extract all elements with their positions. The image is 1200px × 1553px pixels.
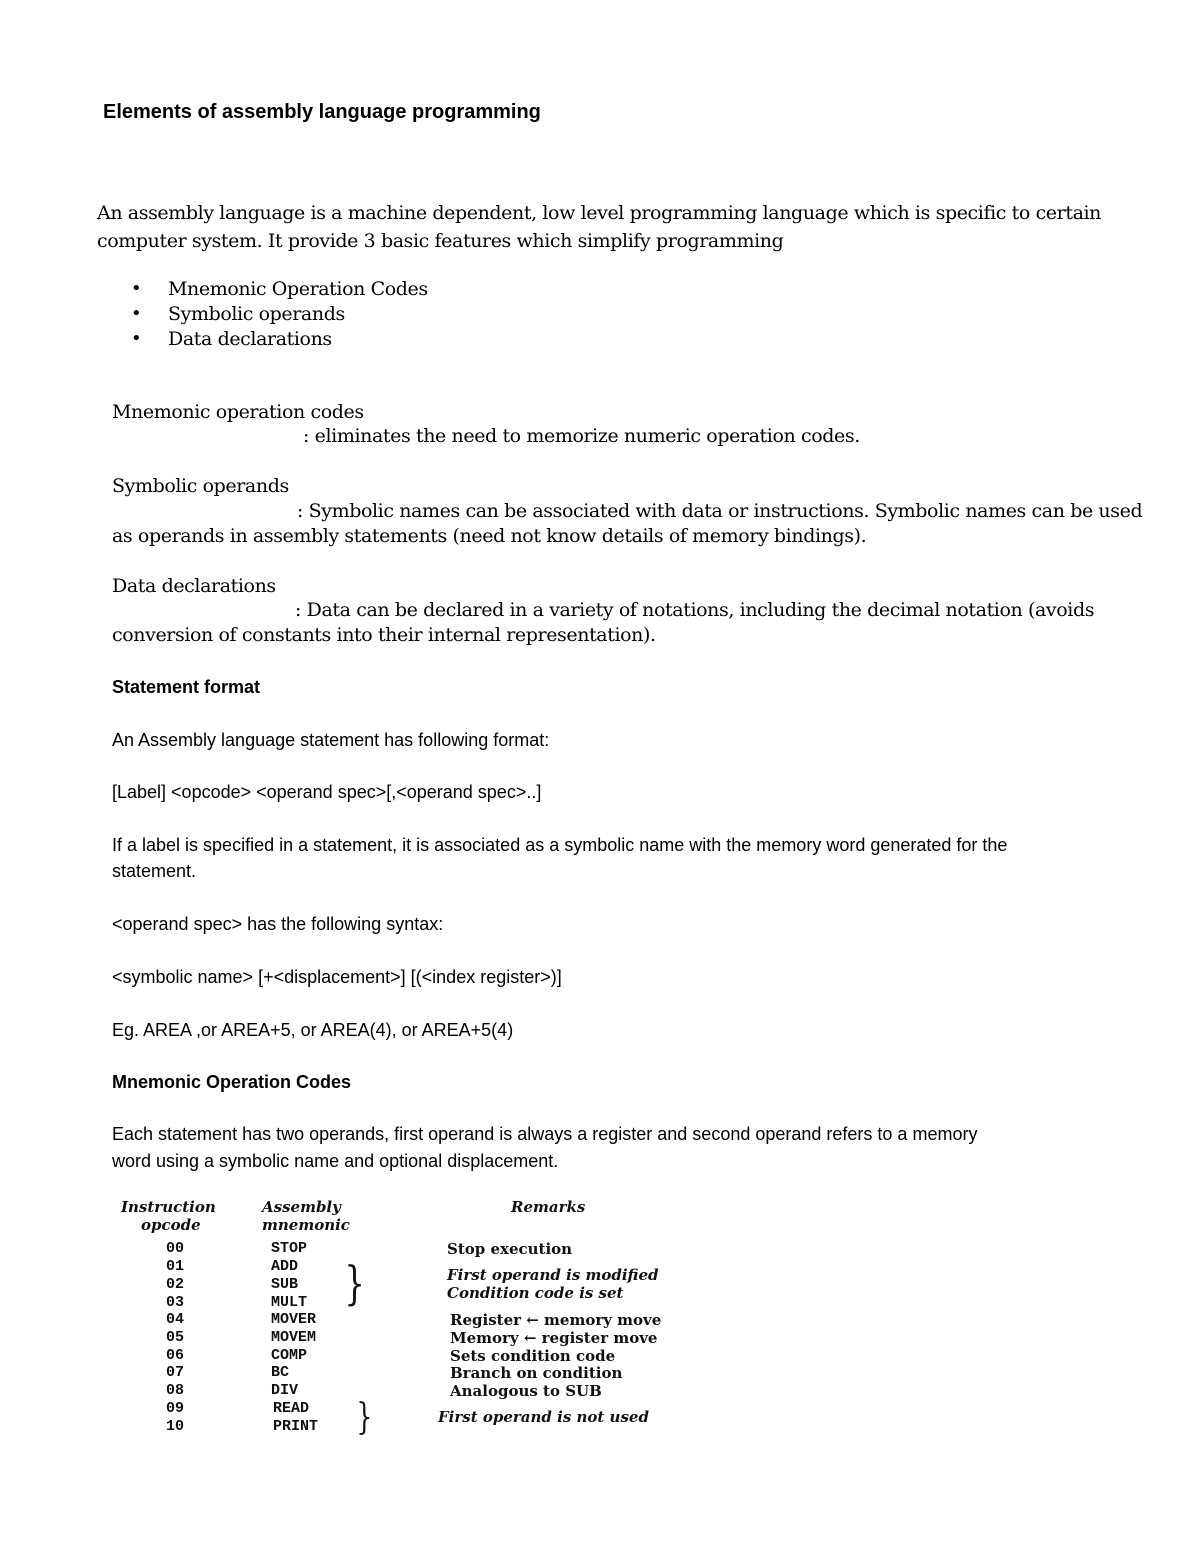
opcode-cell: 01	[166, 1258, 185, 1275]
feature-item: Data declarations	[168, 328, 332, 350]
definition-desc-data-2: conversion of constants into their internal representation).	[112, 624, 656, 646]
opcode-cell: 04	[166, 1311, 185, 1328]
header-assembly: Assembly	[262, 1198, 341, 1216]
mnemonic-cell: ADD	[271, 1258, 299, 1275]
bullet-icon: •	[131, 303, 142, 324]
mnemonics-paragraph-2: word using a symbolic name and optional displacement.	[112, 1151, 559, 1171]
mnemonics-paragraph-1: Each statement has two operands, first operand is always a register and second operand refers to a memory	[112, 1124, 978, 1144]
definition-desc-symbolic-1: : Symbolic names can be associated with data or instructions. Symbolic names can be used	[297, 500, 1143, 522]
label-description-1: If a label is specified in a statement, it is associated as a symbolic name with the memory word generated for the	[112, 835, 1008, 855]
mnemonic-cell: SUB	[271, 1276, 299, 1293]
header-mnemonic: mnemonic	[262, 1216, 350, 1234]
brace-group-1: }	[344, 1256, 365, 1310]
label-description-2: statement.	[112, 861, 197, 881]
opcode-cell: 00	[166, 1240, 185, 1257]
header-remarks: Remarks	[511, 1198, 586, 1216]
opcode-cell: 09	[166, 1400, 185, 1417]
statement-format: [Label] <opcode> <operand spec>[,<operand spec>..]	[112, 782, 542, 802]
remark-comp: Sets condition code	[450, 1347, 616, 1365]
mnemonic-cell: STOP	[271, 1240, 308, 1257]
statement-intro: An Assembly language statement has following format:	[112, 730, 550, 750]
opcode-cell: 05	[166, 1329, 185, 1346]
intro-line-1: An assembly language is a machine dependent, low level programming language which is specific to certain	[97, 202, 1102, 224]
definition-desc-data-1: : Data can be declared in a variety of notations, including the decimal notation (avoids	[295, 599, 1095, 621]
remark-mover: Register ← memory move	[450, 1311, 662, 1329]
opcode-cell: 03	[166, 1294, 185, 1311]
brace-group-2: }	[356, 1397, 373, 1438]
remark-group2: First operand is not used	[438, 1408, 649, 1426]
feature-item: Symbolic operands	[168, 303, 345, 325]
opcode-cell: 02	[166, 1276, 185, 1293]
remark-stop: Stop execution	[447, 1240, 573, 1258]
bullet-icon: •	[131, 328, 142, 349]
opcode-cell: 08	[166, 1382, 185, 1399]
opcode-cell: 10	[166, 1418, 185, 1435]
operand-spec-intro: <operand spec> has the following syntax:	[112, 914, 444, 934]
remark-group1-line1: First operand is modified	[447, 1266, 659, 1284]
definition-term-mnemonic: Mnemonic operation codes	[112, 401, 364, 423]
mnemonic-cell: COMP	[271, 1347, 308, 1364]
mnemonic-cell: MOVEM	[271, 1329, 317, 1346]
definition-term-symbolic: Symbolic operands	[112, 475, 289, 497]
mnemonic-cell: READ	[273, 1400, 310, 1417]
definition-desc-mnemonic: : eliminates the need to memorize numeric operation codes.	[303, 425, 860, 447]
mnemonic-cell: MULT	[271, 1294, 308, 1311]
section-heading-statement: Statement format	[112, 677, 261, 697]
mnemonic-cell: DIV	[271, 1382, 299, 1399]
header-instruction: Instruction	[121, 1198, 216, 1216]
mnemonic-cell: MOVER	[271, 1311, 317, 1328]
remark-movem: Memory ← register move	[450, 1329, 658, 1347]
intro-line-2: computer system. It provide 3 basic features which simplify programming	[97, 230, 784, 252]
definition-term-data: Data declarations	[112, 575, 276, 597]
remark-group1-line2: Condition code is set	[447, 1284, 624, 1302]
feature-item: Mnemonic Operation Codes	[168, 278, 428, 300]
remark-div: Analogous to SUB	[450, 1382, 602, 1400]
definition-desc-symbolic-2: as operands in assembly statements (need not know details of memory bindings).	[112, 525, 867, 547]
remark-bc: Branch on condition	[450, 1364, 623, 1382]
opcode-cell: 07	[166, 1364, 185, 1381]
mnemonic-cell: PRINT	[273, 1418, 319, 1435]
operand-spec-syntax: <symbolic name> [+<displacement>] [(<index register>)]	[112, 967, 562, 987]
header-opcode: opcode	[141, 1216, 201, 1234]
operand-example: Eg. AREA ,or AREA+5, or AREA(4), or AREA+5(4)	[112, 1020, 514, 1040]
bullet-icon: •	[131, 278, 142, 299]
page-title: Elements of assembly language programming	[103, 101, 541, 123]
mnemonic-cell: BC	[271, 1364, 290, 1381]
section-heading-mnemonics: Mnemonic Operation Codes	[112, 1072, 352, 1092]
opcode-cell: 06	[166, 1347, 185, 1364]
